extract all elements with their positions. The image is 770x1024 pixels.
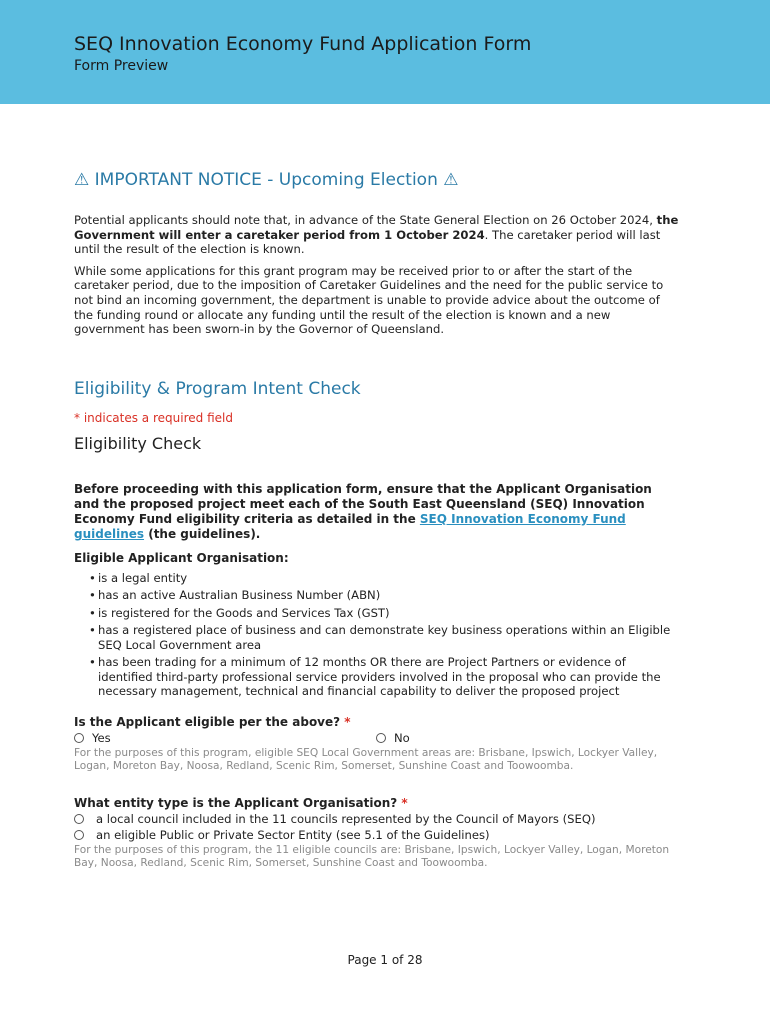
question-entity-type	[74, 796, 680, 810]
radio-circle-icon[interactable]	[376, 733, 386, 743]
notice-p1-bold: the Government will enter a caretaker period from 1 October 2024	[74, 213, 679, 242]
intro-text-a: Before proceeding with this application form, ensure that the Applicant Organisation and the proposed project meet each of the South East Queensland (SEQ) Innovation Economy Fund eligibility criteria as detailed in the	[74, 481, 652, 526]
eligibility-intro	[74, 482, 680, 542]
radio-entity-label: an eligible Public or Private Sector Entity (see 5.1 of the Guidelines)	[96, 827, 490, 842]
radio-no[interactable]	[376, 731, 410, 745]
eligible-hint: For the purposes of this program, eligible SEQ Local Government areas are: Brisbane, Ipswich, Lockyer Valley, Logan, Moreton Bay, Noosa, Redland, Scenic Rim, Somerset, Sunshine Coast and Toowoomba.	[74, 746, 658, 773]
notice-p1-text-b: . The caretaker period will last until the result of the election is known.	[74, 227, 661, 257]
eligible-radio-group	[74, 731, 680, 745]
list-item: • is a legal entity	[92, 571, 680, 586]
entity-radio-group	[74, 812, 680, 842]
applicant-criteria-label: Eligible Applicant Organisation:	[74, 550, 289, 565]
eligibility-check-title: Eligibility Check	[74, 433, 202, 453]
radio-yes[interactable]	[74, 731, 376, 745]
criteria-list	[92, 571, 680, 699]
question-label: What entity type is the Applicant Organisation?	[74, 795, 402, 810]
required-star: *	[344, 714, 351, 729]
notice-title: ⚠ IMPORTANT NOTICE - Upcoming Election ⚠	[74, 170, 459, 190]
list-item: • has been trading for a minimum of 12 months OR there are Project Partners or evidence of identified third-party professional service providers involved in the proposal who can provide the necessary management, technical and financial capability to deliver the proposed project	[92, 655, 680, 699]
radio-circle-icon[interactable]	[74, 814, 84, 824]
guidelines-link[interactable]: SEQ Innovation Economy Fund guidelines	[74, 511, 626, 541]
notice-paragraph-1	[74, 213, 680, 257]
radio-circle-icon[interactable]	[74, 733, 84, 743]
radio-local-council[interactable]	[74, 812, 680, 826]
radio-public-private-entity[interactable]	[74, 828, 680, 842]
radio-circle-icon[interactable]	[74, 830, 84, 840]
page-header	[0, 0, 770, 104]
list-item: • has a registered place of business and can demonstrate key business operations within an Eligible SEQ Local Government area	[92, 623, 680, 652]
entity-hint: For the purposes of this program, the 11 eligible councils are: Brisbane, Ipswich, Lockyer Valley, Logan, Moreton Bay, Noosa, Redland, Scenic Rim, Somerset, Sunshine Coast and Toowoomba.	[74, 843, 670, 870]
section-title: Eligibility & Program Intent Check	[74, 378, 361, 399]
radio-local-council-label: a local council included in the 11 councils represented by the Council of Mayors (SEQ)	[96, 811, 596, 826]
question-label: Is the Applicant eligible per the above?	[74, 714, 345, 729]
question-applicant-eligible	[74, 715, 680, 729]
intro-text-b: (the guidelines).	[144, 526, 261, 541]
notice-paragraph-2: While some applications for this grant program may be received prior to or after the start of the caretaker period, due to the imposition of Caretaker Guidelines and the need for the public service to not bind an incoming government, the department is unable to provide advice about the outcome of the funding round or allocate any funding until the result of the election is known and a new government has been sworn-in by the Governor of Queensland.	[74, 263, 664, 337]
page-number: Page 1 of 28	[347, 953, 423, 967]
notice-p1-text-a: Potential applicants should note that, in advance of the State General Election on 26 October 2024,	[74, 213, 657, 227]
radio-no-label: No	[394, 730, 410, 745]
form-content	[74, 170, 680, 871]
list-item: • is registered for the Goods and Services Tax (GST)	[92, 606, 680, 621]
list-item: • has an active Australian Business Number (ABN)	[92, 588, 680, 603]
form-subtitle: Form Preview	[74, 58, 169, 74]
required-field-note: * indicates a required field	[74, 410, 233, 425]
form-title: SEQ Innovation Economy Fund Application Form	[74, 33, 532, 55]
radio-yes-label: Yes	[92, 730, 111, 745]
required-star: *	[401, 795, 408, 810]
